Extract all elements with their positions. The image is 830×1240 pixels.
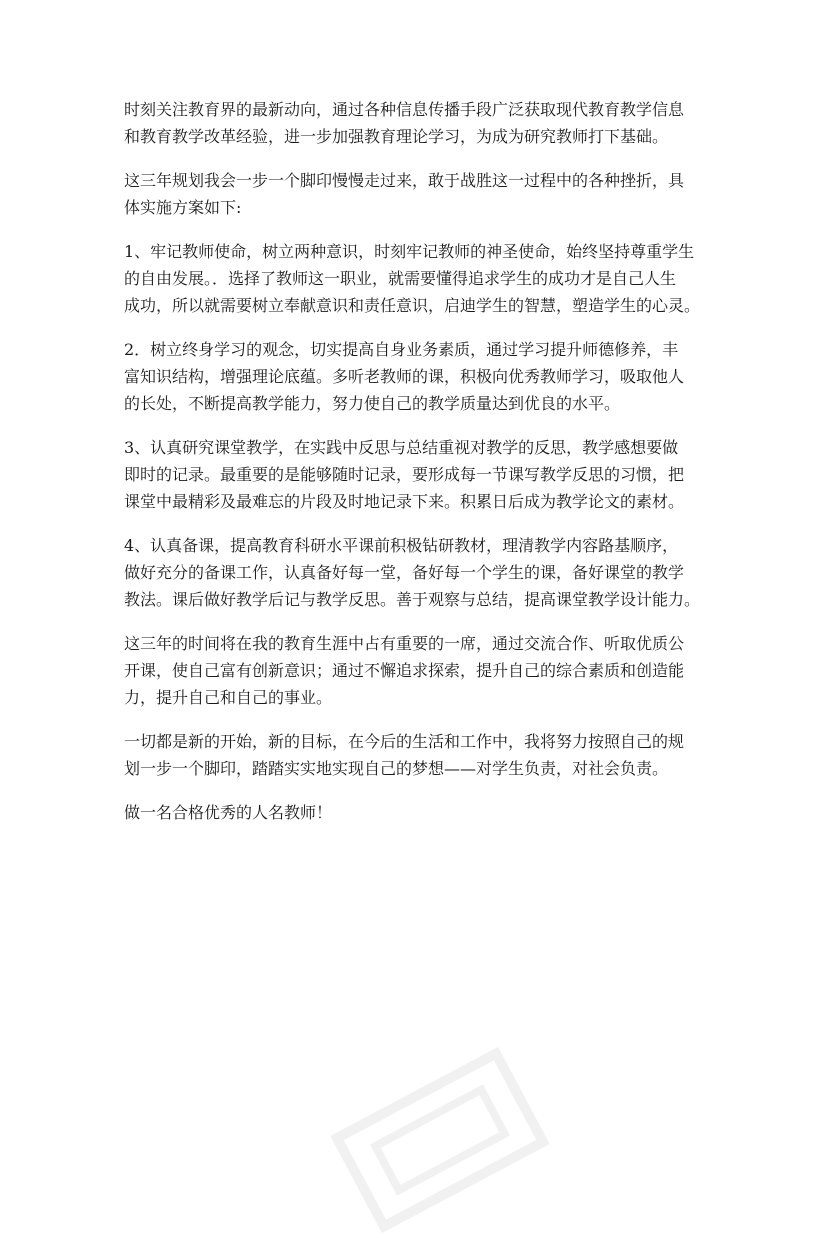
- paragraph-7: [124, 630, 722, 711]
- text-line: 的长处，不断提高教学能力，努力使自己的教学质量达到优良的水平。: [124, 394, 621, 413]
- text-line: 划一步一个脚印，踏踏实实地实现自己的梦想——对学生负责，对社会负责。: [124, 759, 669, 778]
- text-line: 体实施方案如下:: [124, 198, 242, 217]
- paragraph-3: [124, 238, 722, 319]
- watermark-graphic: [324, 1040, 557, 1240]
- text-line: 教法。课后做好教学后记与教学反思。善于观察与总结，提高课堂教学设计能力。: [124, 590, 701, 609]
- text-line: 成功，所以就需要树立奉献意识和责任意识，启迪学生的智慧，塑造学生的心灵。: [124, 296, 701, 315]
- text-line: 的自由发展。．选择了教师这一职业，就需要懂得追求学生的成功才是自己人生: [124, 269, 677, 288]
- text-line: 一切都是新的开始，新的目标，在今后的生活和工作中，我将努力按照自己的规: [124, 732, 685, 751]
- text-line: 时刻关注教育界的最新动向，通过各种信息传播手段广泛获取现代教育教学信息: [124, 100, 685, 119]
- text-line: 3、认真研究课堂教学，在实践中反思与总结重视对教学的反思，教学感想要做: [124, 438, 679, 457]
- document-body: [124, 96, 722, 843]
- text-line: 做一名合格优秀的人名教师！: [124, 803, 333, 822]
- paragraph-5: [124, 434, 722, 515]
- paragraph-8: [124, 728, 722, 782]
- text-line: 课堂中最精彩及最难忘的片段及时地记录下来。积累日后成为教学论文的素材。: [124, 492, 685, 511]
- text-line: 2．树立终身学习的观念，切实提高自身业务素质，通过学习提升师德修养，丰: [124, 340, 679, 359]
- paragraph-9: [124, 799, 722, 826]
- text-line: 1、牢记教师使命，树立两种意识，时刻牢记教师的神圣使命，始终坚持尊重学生: [124, 242, 695, 261]
- text-line: 这三年的时间将在我的教育生涯中占有重要的一席，通过交流合作、听取优质公: [124, 634, 685, 653]
- paragraph-2: [124, 167, 722, 221]
- paragraph-4: [124, 336, 722, 417]
- text-line: 开课，使自己富有创新意识；通过不懈追求探索，提升自己的综合素质和创造能: [124, 661, 685, 680]
- text-line: 这三年规划我会一步一个脚印慢慢走过来，敢于战胜这一过程中的各种挫折，具: [124, 171, 685, 190]
- text-line: 做好充分的备课工作，认真备好每一堂，备好每一个学生的课，备好课堂的教学: [124, 563, 685, 582]
- paragraph-1: [124, 96, 722, 150]
- text-line: 即时的记录。最重要的是能够随时记录，要形成每一节课写教学反思的习惯，把: [124, 465, 685, 484]
- text-line: 富知识结构，增强理论底蕴。多听老教师的课，积极向优秀教师学习，吸取他人: [124, 367, 685, 386]
- text-line: 4、认真备课，提高教育科研水平课前积极钻研教材，理清教学内容路基顺序，: [124, 536, 679, 555]
- text-line: 和教育教学改革经验，进一步加强教育理论学习，为成为研究教师打下基础。: [124, 127, 669, 146]
- text-line: 力，提升自己和自己的事业。: [124, 688, 333, 707]
- paragraph-6: [124, 532, 722, 613]
